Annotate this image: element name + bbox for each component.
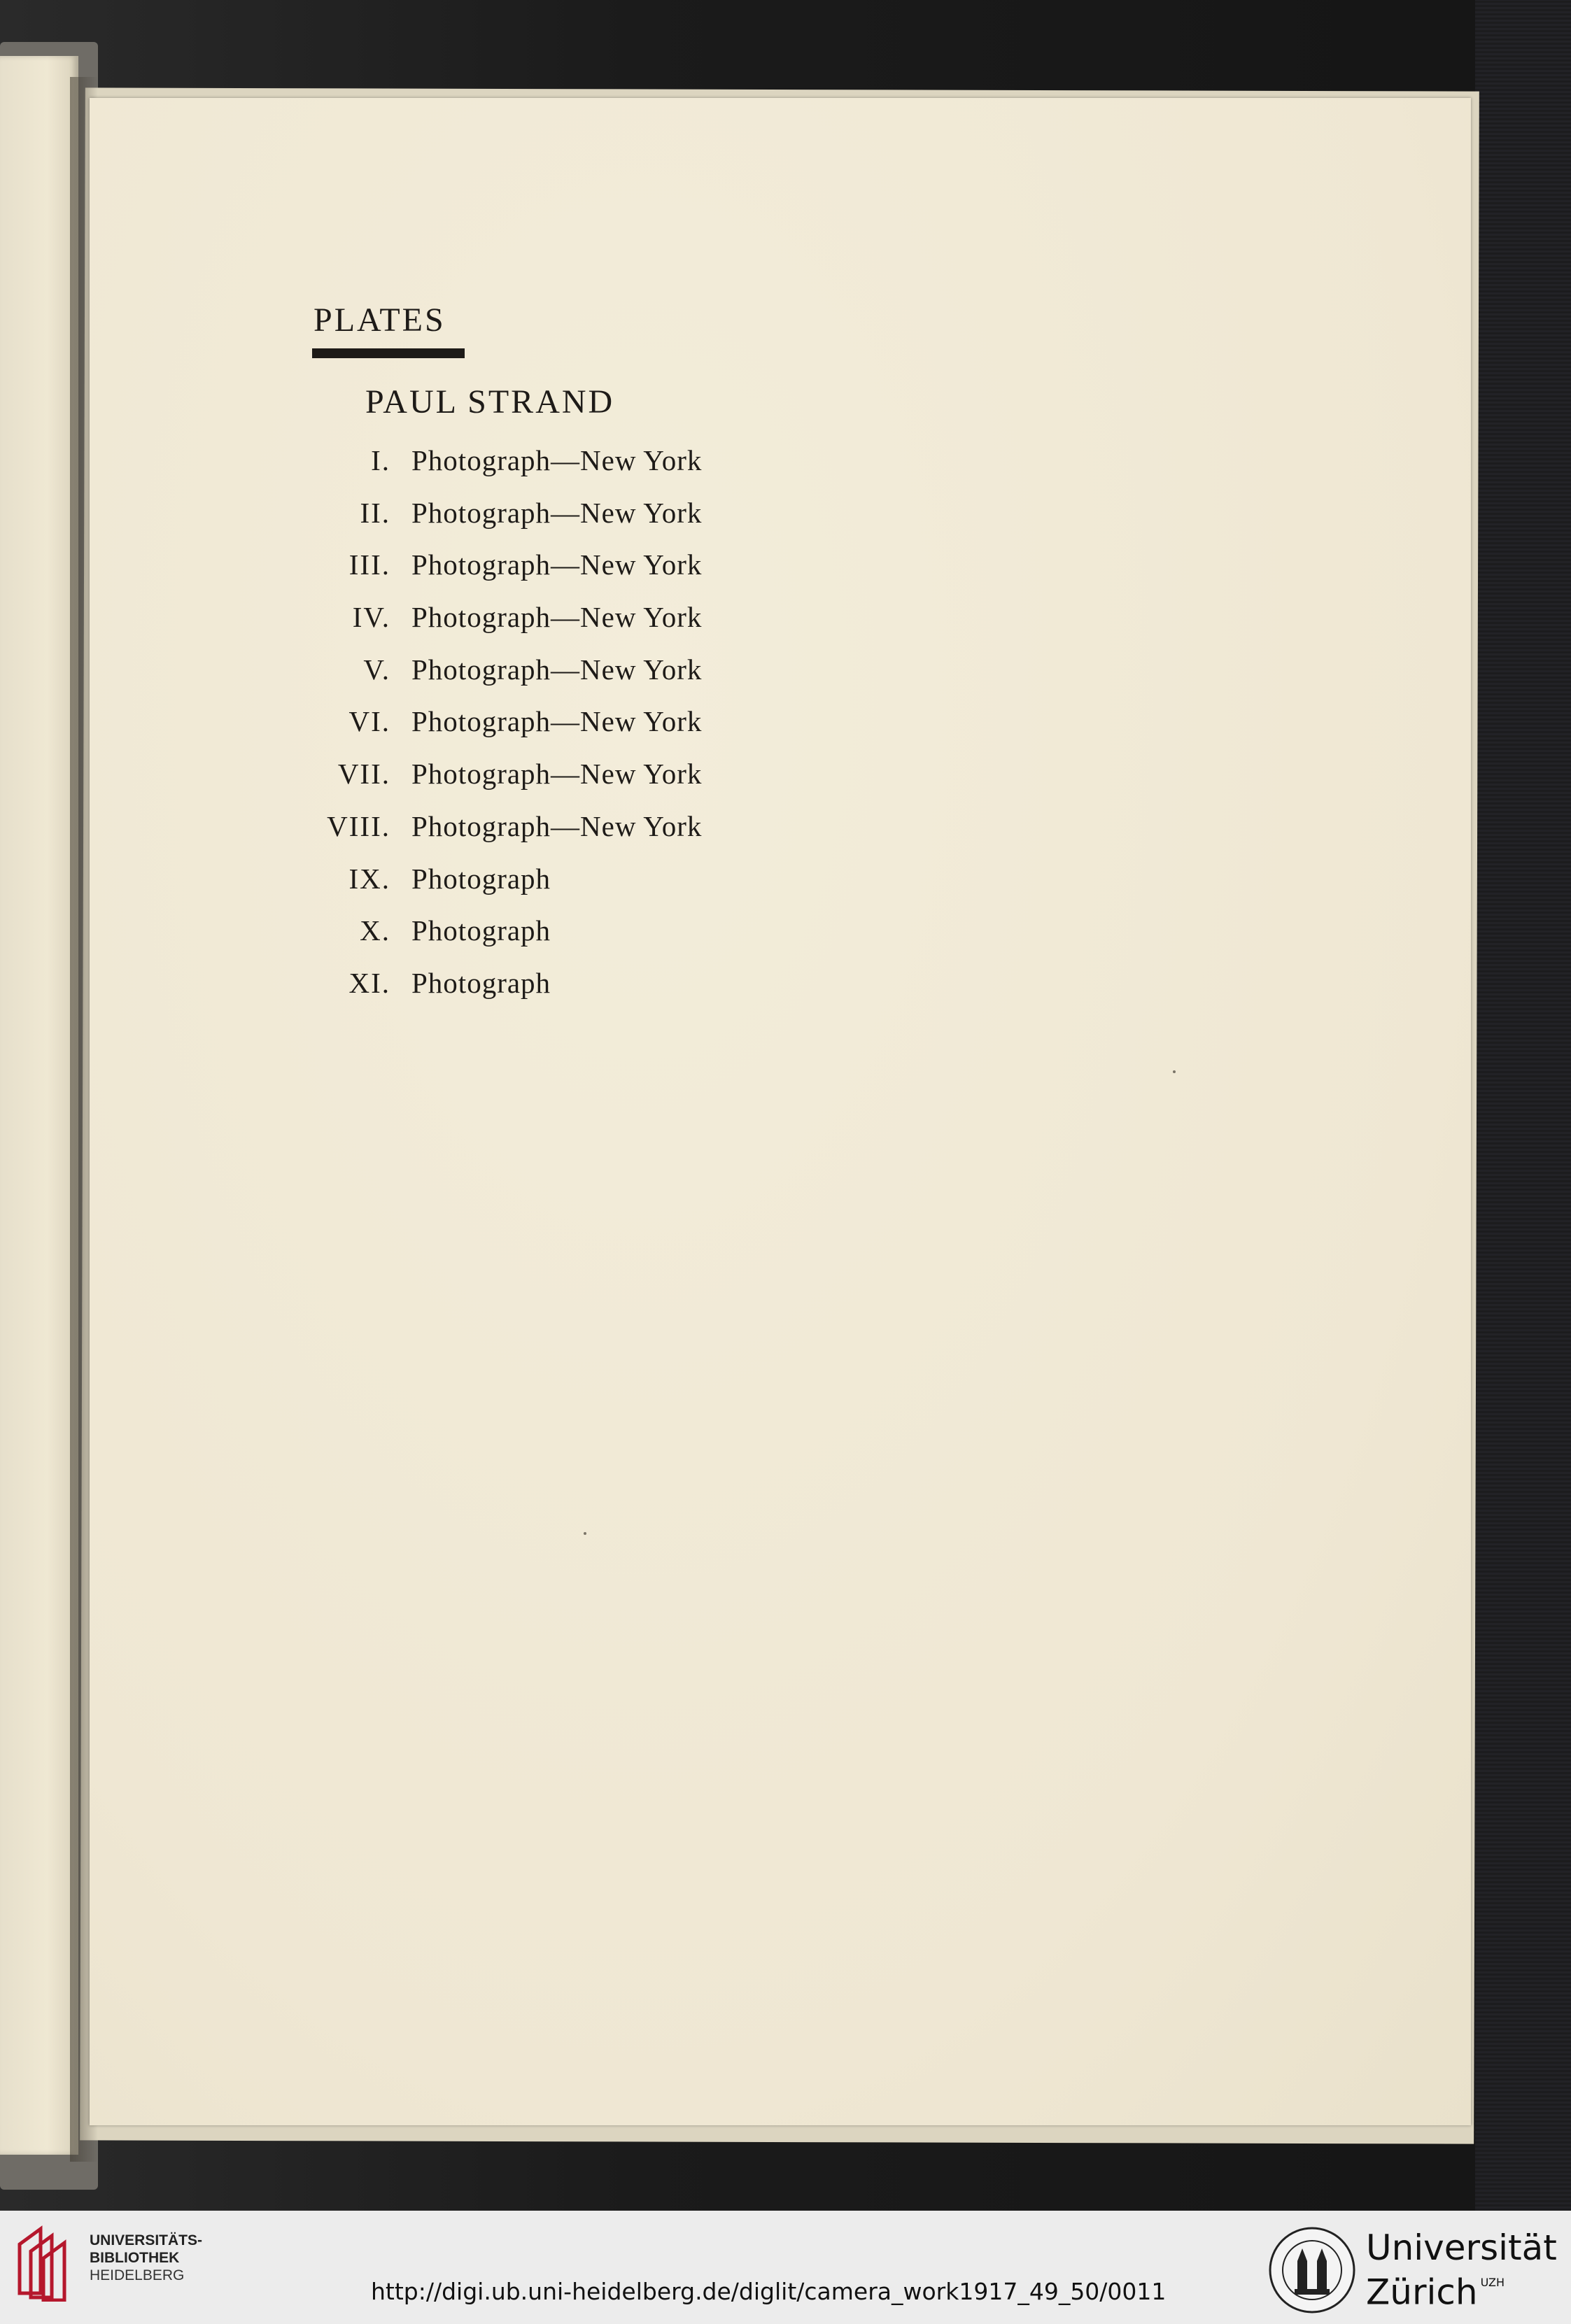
plate-item <box>280 544 702 596</box>
library-name-line1: UNIVERSITÄTS- <box>90 2232 203 2248</box>
artist-name: PAUL STRAND <box>365 383 615 420</box>
plate-item <box>280 649 702 701</box>
plate-title: Photograph—New York <box>411 705 703 738</box>
plate-title: Photograph—New York <box>411 758 703 791</box>
plate-item <box>280 962 702 1014</box>
plate-numeral: II. <box>360 496 390 529</box>
plate-numeral: VIII. <box>327 809 390 842</box>
plate-item <box>280 858 702 910</box>
uzh-seal-icon <box>1267 2225 1358 2316</box>
plate-numeral: VII. <box>337 758 390 791</box>
plate-item <box>280 492 702 544</box>
plate-list <box>280 439 702 1014</box>
cloth-backdrop <box>1475 0 1571 2211</box>
book-page <box>90 98 1471 2125</box>
plate-numeral: IX. <box>348 862 390 895</box>
plate-numeral: XI. <box>348 966 390 999</box>
permalink-url[interactable]: http://digi.ub.uni-heidelberg.de/diglit/camera_work1917_49_50/0011 <box>371 2278 1167 2305</box>
heading-rule <box>312 348 465 358</box>
plate-title: Photograph <box>411 862 551 895</box>
plate-numeral: X. <box>360 914 390 947</box>
plate-title: Photograph—New York <box>411 653 703 686</box>
plate-title: Photograph <box>411 914 551 947</box>
plate-item <box>280 909 702 962</box>
plate-title: Photograph <box>411 966 551 999</box>
paper-speck <box>1173 1070 1176 1073</box>
library-name-line2: BIBLIOTHEK <box>90 2250 180 2266</box>
plate-item <box>280 439 702 492</box>
library-name-line3: HEIDELBERG <box>90 2267 185 2283</box>
plate-title: Photograph—New York <box>411 444 703 476</box>
plate-numeral: V. <box>363 653 390 686</box>
plate-item <box>280 753 702 805</box>
book-spine-edge <box>0 56 78 2155</box>
uzh-line1: Universität <box>1366 2227 1557 2268</box>
uzh-superscript: UZH <box>1480 2276 1505 2289</box>
plate-title: Photograph—New York <box>411 601 703 634</box>
library-name <box>90 2232 202 2284</box>
paper-speck <box>584 1532 586 1535</box>
footer-bar <box>0 2211 1571 2324</box>
plate-numeral: III. <box>348 548 390 581</box>
plate-title: Photograph—New York <box>411 548 703 581</box>
plate-numeral: IV. <box>352 601 390 634</box>
uzh-line2 <box>1366 2268 1557 2313</box>
plate-title: Photograph—New York <box>411 496 703 529</box>
plate-numeral: VI. <box>348 705 390 738</box>
library-logo-icon[interactable] <box>13 2223 80 2302</box>
plates-heading: PLATES <box>314 302 446 339</box>
plate-title: Photograph—New York <box>411 809 703 842</box>
plate-numeral: I. <box>371 444 390 476</box>
plate-item <box>280 596 702 649</box>
uzh-wordmark <box>1366 2227 1557 2313</box>
uzh-line2-text: Zürich <box>1366 2272 1478 2313</box>
plate-item <box>280 700 702 753</box>
plate-item <box>280 805 702 858</box>
